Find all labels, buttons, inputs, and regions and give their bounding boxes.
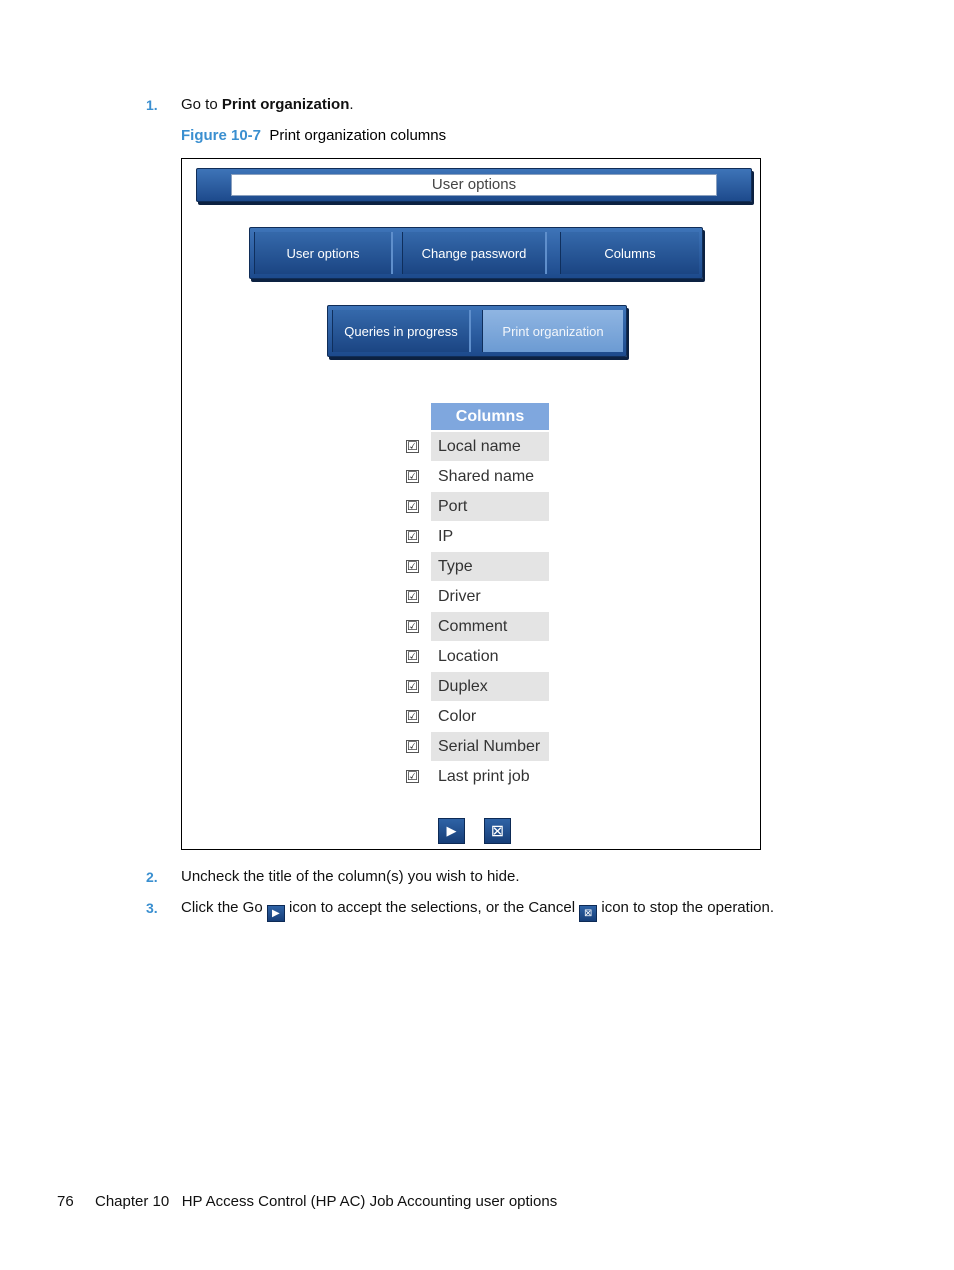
step-3-part3: icon to stop the operation.	[597, 899, 775, 916]
checkbox-shared-name[interactable]: ☑	[407, 469, 418, 483]
step-1-number: 1.	[146, 97, 158, 113]
column-label: Serial Number	[431, 732, 549, 761]
checkbox-comment[interactable]: ☑	[407, 619, 418, 633]
column-row-ip	[406, 522, 556, 552]
column-row-location	[406, 642, 556, 672]
title-box: User options	[231, 174, 717, 196]
column-row-duplex	[406, 672, 556, 702]
nav-row-1	[249, 227, 703, 279]
checkbox-color[interactable]: ☑	[407, 709, 418, 723]
column-label: Location	[438, 648, 499, 665]
step-1-bold: Print organization	[221, 96, 350, 113]
column-row-port	[406, 492, 556, 522]
figure-caption	[181, 127, 446, 144]
step-1-suffix: .	[349, 96, 354, 113]
step-2-text: Uncheck the title of the column(s) you wish to hide.	[181, 868, 520, 885]
tab-change-password[interactable]: Change password	[402, 232, 547, 274]
step-2-number: 2.	[146, 869, 158, 885]
title-bar	[196, 168, 752, 202]
step-3-number: 3.	[146, 900, 158, 916]
cancel-button[interactable]	[484, 818, 511, 844]
cancel-x-icon: ⊠	[490, 823, 505, 840]
column-label: Last print job	[438, 768, 530, 785]
checkbox-ip[interactable]: ☑	[407, 529, 418, 543]
column-label: Color	[438, 708, 477, 725]
checkbox-local-name[interactable]: ☑	[407, 439, 418, 453]
column-label: Port	[431, 492, 549, 521]
footer-chapter: Chapter 10 HP Access Control (HP AC) Job Accounting user options	[95, 1193, 558, 1210]
step-3-text	[181, 899, 774, 922]
column-row-type	[406, 552, 556, 582]
tab-columns[interactable]: Columns	[560, 232, 699, 274]
column-row-shared-name	[406, 462, 556, 492]
column-row-color	[406, 702, 556, 732]
go-button[interactable]	[438, 818, 465, 844]
column-row-serial-number	[406, 732, 556, 762]
column-label: Local name	[431, 432, 549, 461]
checkbox-duplex[interactable]: ☑	[407, 679, 418, 693]
figure-label: Figure 10-7	[181, 127, 262, 144]
step-1-text	[181, 96, 354, 113]
step-1-prefix: Go to	[181, 96, 222, 113]
column-row-driver	[406, 582, 556, 612]
nav-row-2	[327, 305, 627, 357]
figure-caption-text: Print organization columns	[269, 127, 447, 144]
play-icon: ▶	[446, 823, 457, 838]
column-label: Duplex	[431, 672, 549, 701]
page-number: 76	[57, 1193, 74, 1210]
cancel-inline-icon: ⊠	[579, 905, 597, 922]
checkbox-type[interactable]: ☑	[407, 559, 418, 573]
column-row-local-name	[406, 432, 556, 462]
column-label: Comment	[431, 612, 549, 641]
column-label: Driver	[438, 588, 481, 605]
checkbox-last-print-job[interactable]: ☑	[407, 769, 418, 783]
tab-queries-in-progress[interactable]: Queries in progress	[332, 310, 471, 352]
tab-print-organization[interactable]: Print organization	[482, 310, 623, 352]
step-3-part1: Click the Go	[181, 899, 267, 916]
column-row-last-print-job	[406, 762, 556, 792]
column-label: IP	[438, 528, 454, 545]
figure-frame	[181, 158, 761, 850]
checkbox-driver[interactable]: ☑	[407, 589, 418, 603]
column-row-comment	[406, 612, 556, 642]
column-label: Type	[431, 552, 549, 581]
go-inline-icon: ▶	[267, 905, 285, 922]
step-3-part2: icon to accept the selections, or the Cancel	[284, 899, 580, 916]
column-label: Shared name	[438, 468, 535, 485]
tab-user-options[interactable]: User options	[254, 232, 393, 274]
checkbox-port[interactable]: ☑	[407, 499, 418, 513]
checkbox-serial-number[interactable]: ☑	[407, 739, 418, 753]
columns-header: Columns	[431, 403, 549, 430]
checkbox-location[interactable]: ☑	[407, 649, 418, 663]
